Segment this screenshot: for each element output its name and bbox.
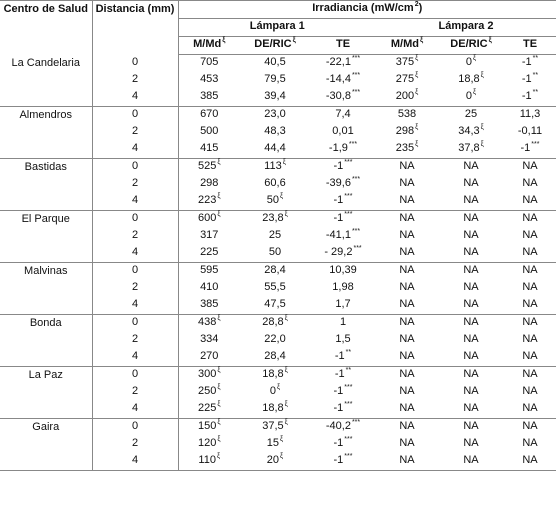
table-header [0,1,556,55]
value-cell: $20^\xi$ [240,453,310,471]
value-cell: -1** [334,367,352,380]
value-cell: -1** [521,72,539,85]
distance-column-header: Distancia (mm) [92,1,178,55]
value-cell: NA [522,333,538,345]
distance-cell: 0 [92,263,178,281]
table-row [0,367,556,385]
value-cell: $200^\xi$ [376,89,438,107]
value-cell: $0^\xi$ [269,384,281,397]
value-cell: NA [463,385,479,397]
value-cell: 500 [178,124,240,141]
value-cell: 60,6 [264,177,286,189]
subheader-cell: $M/Md^\xi$ [376,37,438,55]
value-cell: NA [463,333,479,345]
distance-cell: 0 [92,159,178,177]
site-name: El Parque [0,211,92,263]
value-cell: 705 [178,55,240,73]
distance-cell: 2 [92,384,178,401]
value-cell: NA [463,229,479,241]
subheader-cell: TE [504,37,556,55]
value-cell: NA [463,212,479,224]
value-cell: NA [463,437,479,449]
value-cell: $18,8^\xi$ [458,72,484,85]
table-row [0,419,556,437]
value-cell: 47,5 [240,297,310,315]
distance-cell: 2 [92,332,178,349]
value-cell: NA [376,401,438,419]
value-cell: NA [463,177,479,189]
value-cell: NA [522,368,538,380]
value-cell: NA [463,420,479,432]
distance-cell: 0 [92,367,178,385]
value-cell: 410 [178,280,240,297]
value-cell: -1*** [310,453,376,471]
value-cell: - 29,2*** [310,245,376,263]
value-cell: $298^\xi$ [395,124,419,137]
value-cell: $525^\xi$ [178,159,240,177]
lamp1-header: Lámpara 1 [178,19,376,37]
irradiance-column-header: Irradiancia $(mW/cm^2)$ [178,1,556,19]
value-cell: NA [522,177,538,189]
distance-cell: 2 [92,176,178,193]
table-row [0,55,556,73]
value-cell: NA [504,297,556,315]
site-name: La Paz [0,367,92,419]
distance-cell: 2 [92,436,178,453]
value-cell: NA [399,160,415,172]
value-cell: $235^\xi$ [376,141,438,159]
value-cell: -39,6*** [325,176,361,189]
table-row [0,263,556,281]
value-cell: -40,2*** [325,419,361,432]
value-cell: NA [504,453,556,471]
value-cell: $438^\xi$ [178,315,240,333]
value-cell: 48,3 [264,125,286,137]
distance-cell: 0 [92,55,178,73]
value-cell: 595 [178,263,240,281]
value-cell: NA [504,245,556,263]
site-name: La Candelaria [0,55,92,107]
value-cell: 538 [397,108,417,120]
value-cell: -0,11 [517,125,543,137]
value-cell: NA [438,453,504,471]
value-cell: 25 [464,108,478,120]
value-cell: $37,5^\xi$ [262,419,288,432]
value-cell: $18,8^\xi$ [240,401,310,419]
value-cell: 55,5 [264,281,286,293]
value-cell: NA [399,333,415,345]
table-body [0,55,556,471]
distance-cell: 0 [92,211,178,229]
distance-cell: 4 [92,141,178,159]
value-cell: 50 [240,245,310,263]
value-cell: NA [399,368,415,380]
distance-cell: 4 [92,453,178,471]
value-cell: -1*** [310,193,376,211]
value-cell: 25 [268,229,282,241]
subheader-cell: $M/Md^\xi$ [178,37,240,55]
value-cell: NA [376,297,438,315]
distance-cell: 2 [92,124,178,141]
distance-cell: 0 [92,419,178,437]
distance-cell: 4 [92,193,178,211]
value-cell: $150^\xi$ [178,419,240,437]
value-cell: NA [438,401,504,419]
value-cell: $28,8^\xi$ [262,315,288,328]
value-cell: NA [376,453,438,471]
distance-cell: 4 [92,297,178,315]
value-cell: NA [399,316,415,328]
table-row [0,315,556,333]
value-cell: 225 [178,245,240,263]
value-cell: $113^\xi$ [264,159,286,172]
value-cell: -1*** [310,401,376,419]
value-cell: $0^\xi$ [438,89,504,107]
value-cell: 79,5 [264,73,286,85]
value-cell: -1** [310,349,376,367]
distance-cell: 2 [92,228,178,245]
value-cell: NA [399,420,415,432]
value-cell: 453 [178,72,240,89]
value-cell: 7,4 [335,108,351,120]
value-cell: NA [438,193,504,211]
site-column-header: Centro de Salud [0,1,92,55]
value-cell: 39,4 [240,89,310,107]
value-cell: 28,4 [240,349,310,367]
value-cell: NA [463,316,479,328]
value-cell: NA [399,229,415,241]
value-cell: $0^\xi$ [465,55,477,68]
distance-cell: 2 [92,280,178,297]
distance-cell: 0 [92,315,178,333]
value-cell: NA [399,385,415,397]
value-cell: $37,8^\xi$ [438,141,504,159]
value-cell: NA [376,245,438,263]
value-cell: 298 [178,176,240,193]
table-row [0,159,556,177]
value-cell: NA [504,349,556,367]
value-cell: NA [376,193,438,211]
value-cell: $23,8^\xi$ [262,211,288,224]
value-cell: $223^\xi$ [178,193,240,211]
value-cell: $375^\xi$ [395,55,419,68]
value-cell: $250^\xi$ [178,384,240,401]
value-cell: 270 [178,349,240,367]
value-cell: NA [463,368,479,380]
value-cell: $225^\xi$ [178,401,240,419]
value-cell: -1*** [504,141,556,159]
site-name: Gaira [0,419,92,471]
value-cell: 11,3 [519,108,541,120]
value-cell: -1** [504,89,556,107]
value-cell: $50^\xi$ [240,193,310,211]
subheader-cell: TE [310,37,376,55]
value-cell: 44,4 [240,141,310,159]
value-cell: NA [522,160,538,172]
value-cell: 317 [178,228,240,245]
value-cell: NA [522,385,538,397]
value-cell: $120^\xi$ [178,436,240,453]
distance-cell: 0 [92,107,178,125]
value-cell: 1,7 [310,297,376,315]
value-cell: -22,1*** [325,55,361,68]
value-cell: -1** [521,55,539,68]
value-cell: -1*** [333,384,353,397]
value-cell: 334 [178,332,240,349]
value-cell: NA [463,281,479,293]
value-cell: 28,4 [264,264,286,276]
value-cell: -1*** [333,436,353,449]
value-cell: NA [438,245,504,263]
value-cell: NA [522,437,538,449]
value-cell: $15^\xi$ [266,436,284,449]
value-cell: $275^\xi$ [395,72,419,85]
value-cell: NA [438,297,504,315]
value-cell: NA [522,281,538,293]
value-cell: 10,39 [329,264,357,276]
value-cell: NA [399,177,415,189]
value-cell: NA [522,229,538,241]
value-cell: NA [399,281,415,293]
value-cell: 23,0 [264,108,286,120]
site-name: Almendros [0,107,92,159]
value-cell: NA [522,316,538,328]
value-cell: -41,1*** [325,228,361,241]
value-cell: 40,5 [264,56,286,68]
value-cell: $110^\xi$ [178,453,240,471]
value-cell: NA [504,193,556,211]
value-cell: NA [504,401,556,419]
value-cell: NA [522,420,538,432]
distance-cell: 2 [92,72,178,89]
value-cell: 1,98 [332,281,354,293]
value-cell: $18,8^\xi$ [262,367,288,380]
value-cell: -14,4*** [325,72,361,85]
value-cell: $34,3^\xi$ [458,124,484,137]
value-cell: 1 [339,316,347,328]
value-cell: $300^\xi$ [178,367,240,385]
value-cell: NA [376,349,438,367]
value-cell: $600^\xi$ [178,211,240,229]
site-name: Malvinas [0,263,92,315]
distance-cell: 4 [92,349,178,367]
distance-cell: 4 [92,245,178,263]
value-cell: 670 [178,107,240,125]
distance-cell: 4 [92,401,178,419]
site-name: Bastidas [0,159,92,211]
value-cell: NA [522,212,538,224]
subheader-cell: $DE/RIC^\xi$ [438,37,504,55]
value-cell: 385 [178,297,240,315]
value-cell: NA [399,437,415,449]
value-cell: 22,0 [264,333,286,345]
value-cell: -1,9*** [310,141,376,159]
value-cell: -1*** [333,211,353,224]
table-row [0,107,556,125]
value-cell: NA [399,212,415,224]
value-cell: NA [522,264,538,276]
value-cell: 385 [178,89,240,107]
site-name: Bonda [0,315,92,367]
value-cell: NA [463,160,479,172]
distance-cell: 4 [92,89,178,107]
subheader-cell: $DE/RIC^\xi$ [240,37,310,55]
value-cell: -1*** [333,159,353,172]
table-row [0,211,556,229]
lamp2-header: Lámpara 2 [376,19,556,37]
value-cell: -30,8*** [310,89,376,107]
value-cell: 1,5 [335,333,351,345]
value-cell: 0,01 [332,125,354,137]
value-cell: NA [399,264,415,276]
value-cell: NA [463,264,479,276]
value-cell: 415 [178,141,240,159]
value-cell: NA [438,349,504,367]
